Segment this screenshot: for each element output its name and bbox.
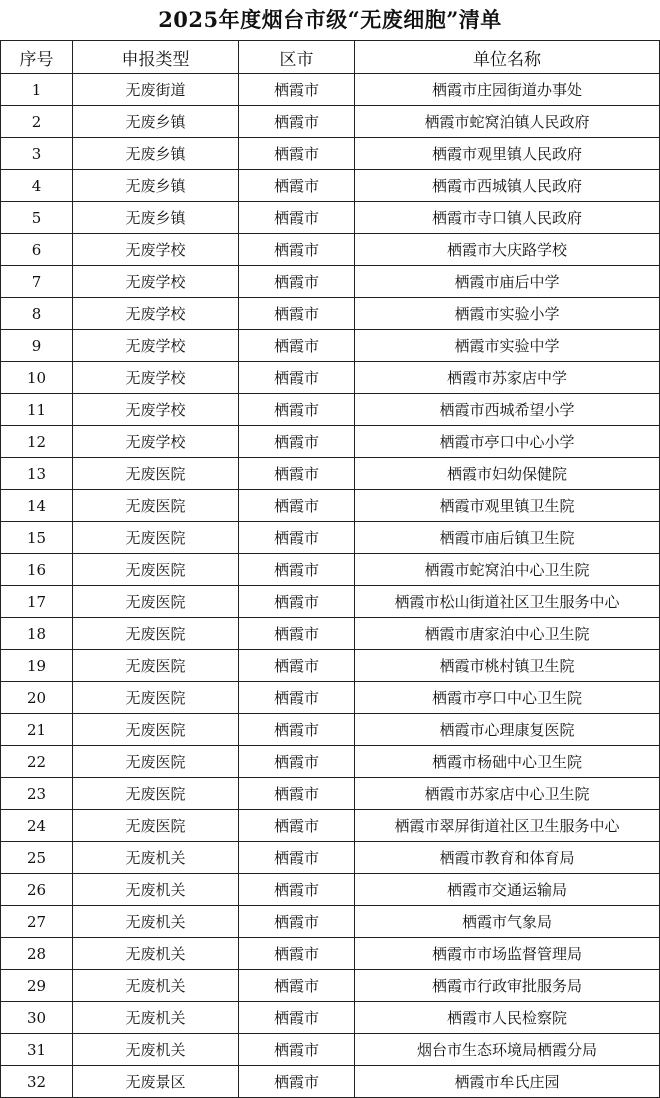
- cell-unit: 栖霞市苏家店中心卫生院: [355, 778, 660, 810]
- cell-index: 24: [1, 810, 73, 842]
- cell-type: 无废乡镇: [73, 138, 239, 170]
- cell-unit: 栖霞市亭口中心小学: [355, 426, 660, 458]
- cell-type: 无废医院: [73, 586, 239, 618]
- table-row: [1, 74, 660, 106]
- cell-type: 无废医院: [73, 810, 239, 842]
- cell-unit: 烟台市生态环境局栖霞分局: [355, 1034, 660, 1066]
- cell-index: 9: [1, 330, 73, 362]
- cell-district: 栖霞市: [239, 810, 355, 842]
- cell-index: 29: [1, 970, 73, 1002]
- cell-district: 栖霞市: [239, 1066, 355, 1098]
- cell-type: 无废乡镇: [73, 170, 239, 202]
- cell-index: 12: [1, 426, 73, 458]
- cell-district: 栖霞市: [239, 682, 355, 714]
- cell-type: 无废机关: [73, 1034, 239, 1066]
- table-row: [1, 746, 660, 778]
- table-row: [1, 874, 660, 906]
- cell-district: 栖霞市: [239, 938, 355, 970]
- cell-unit: 栖霞市牟氏庄园: [355, 1066, 660, 1098]
- header-type: 申报类型: [73, 41, 239, 74]
- cell-unit: 栖霞市人民检察院: [355, 1002, 660, 1034]
- cell-unit: 栖霞市蛇窝泊中心卫生院: [355, 554, 660, 586]
- cell-index: 21: [1, 714, 73, 746]
- table-row: [1, 458, 660, 490]
- header-row: [1, 41, 660, 74]
- cell-type: 无废学校: [73, 362, 239, 394]
- document-title: 2025年度烟台市级“无废细胞”清单: [158, 7, 502, 32]
- cell-unit: 栖霞市实验中学: [355, 330, 660, 362]
- cell-unit: 栖霞市教育和体育局: [355, 842, 660, 874]
- cell-district: 栖霞市: [239, 970, 355, 1002]
- cell-index: 17: [1, 586, 73, 618]
- cell-index: 32: [1, 1066, 73, 1098]
- cell-index: 18: [1, 618, 73, 650]
- header-district: 区市: [239, 41, 355, 74]
- table-row: [1, 618, 660, 650]
- cell-type: 无废学校: [73, 330, 239, 362]
- table-row: [1, 938, 660, 970]
- cell-index: 14: [1, 490, 73, 522]
- cell-type: 无废机关: [73, 1002, 239, 1034]
- cell-index: 10: [1, 362, 73, 394]
- cell-index: 6: [1, 234, 73, 266]
- table-row: [1, 266, 660, 298]
- table-row: [1, 650, 660, 682]
- cell-unit: 栖霞市亭口中心卫生院: [355, 682, 660, 714]
- cell-unit: 栖霞市桃村镇卫生院: [355, 650, 660, 682]
- cell-unit: 栖霞市实验小学: [355, 298, 660, 330]
- cell-unit: 栖霞市妇幼保健院: [355, 458, 660, 490]
- cell-index: 2: [1, 106, 73, 138]
- cell-type: 无废医院: [73, 458, 239, 490]
- cell-type: 无废医院: [73, 618, 239, 650]
- cell-index: 16: [1, 554, 73, 586]
- cell-type: 无废学校: [73, 298, 239, 330]
- cell-index: 23: [1, 778, 73, 810]
- table-body: [1, 74, 660, 1098]
- table-row: [1, 522, 660, 554]
- cell-index: 20: [1, 682, 73, 714]
- table-row: [1, 234, 660, 266]
- cell-district: 栖霞市: [239, 714, 355, 746]
- cell-district: 栖霞市: [239, 586, 355, 618]
- table-row: [1, 1066, 660, 1098]
- cell-type: 无废医院: [73, 554, 239, 586]
- cell-index: 22: [1, 746, 73, 778]
- cell-unit: 栖霞市翠屏街道社区卫生服务中心: [355, 810, 660, 842]
- cell-type: 无废机关: [73, 970, 239, 1002]
- cell-type: 无废乡镇: [73, 202, 239, 234]
- cell-index: 19: [1, 650, 73, 682]
- cell-index: 25: [1, 842, 73, 874]
- cell-type: 无废学校: [73, 234, 239, 266]
- table-row: [1, 330, 660, 362]
- cell-district: 栖霞市: [239, 234, 355, 266]
- table-row: [1, 394, 660, 426]
- cell-unit: 栖霞市大庆路学校: [355, 234, 660, 266]
- header-index: 序号: [1, 41, 73, 74]
- table-row: [1, 714, 660, 746]
- table-row: [1, 682, 660, 714]
- cell-district: 栖霞市: [239, 490, 355, 522]
- cell-unit: 栖霞市唐家泊中心卫生院: [355, 618, 660, 650]
- cell-unit: 栖霞市蛇窝泊镇人民政府: [355, 106, 660, 138]
- table-row: [1, 778, 660, 810]
- cell-district: 栖霞市: [239, 202, 355, 234]
- cell-type: 无废机关: [73, 906, 239, 938]
- cell-index: 15: [1, 522, 73, 554]
- cell-district: 栖霞市: [239, 458, 355, 490]
- cell-index: 28: [1, 938, 73, 970]
- cell-district: 栖霞市: [239, 1002, 355, 1034]
- cell-index: 31: [1, 1034, 73, 1066]
- cell-type: 无废学校: [73, 394, 239, 426]
- cell-unit: 栖霞市庄园街道办事处: [355, 74, 660, 106]
- table-row: [1, 362, 660, 394]
- cell-index: 1: [1, 74, 73, 106]
- cell-type: 无废医院: [73, 490, 239, 522]
- table-row: [1, 586, 660, 618]
- cell-index: 27: [1, 906, 73, 938]
- header-unit: 单位名称: [355, 41, 660, 74]
- cell-type: 无废乡镇: [73, 106, 239, 138]
- cell-type: 无废医院: [73, 682, 239, 714]
- cell-index: 8: [1, 298, 73, 330]
- cell-unit: 栖霞市西城镇人民政府: [355, 170, 660, 202]
- cell-index: 26: [1, 874, 73, 906]
- cell-type: 无废街道: [73, 74, 239, 106]
- table-row: [1, 1002, 660, 1034]
- cell-type: 无废景区: [73, 1066, 239, 1098]
- table-row: [1, 906, 660, 938]
- cell-type: 无废机关: [73, 938, 239, 970]
- cell-type: 无废机关: [73, 874, 239, 906]
- cell-unit: 栖霞市气象局: [355, 906, 660, 938]
- table-row: [1, 138, 660, 170]
- cell-district: 栖霞市: [239, 138, 355, 170]
- cell-unit: 栖霞市西城希望小学: [355, 394, 660, 426]
- cell-district: 栖霞市: [239, 74, 355, 106]
- cell-index: 5: [1, 202, 73, 234]
- table-row: [1, 490, 660, 522]
- cell-district: 栖霞市: [239, 778, 355, 810]
- cell-type: 无废机关: [73, 842, 239, 874]
- cell-unit: 栖霞市观里镇卫生院: [355, 490, 660, 522]
- cell-district: 栖霞市: [239, 874, 355, 906]
- cell-district: 栖霞市: [239, 394, 355, 426]
- cell-district: 栖霞市: [239, 1034, 355, 1066]
- cell-unit: 栖霞市心理康复医院: [355, 714, 660, 746]
- cell-unit: 栖霞市寺口镇人民政府: [355, 202, 660, 234]
- table-row: [1, 298, 660, 330]
- cell-index: 3: [1, 138, 73, 170]
- cell-type: 无废医院: [73, 714, 239, 746]
- cell-type: 无废医院: [73, 778, 239, 810]
- cell-unit: 栖霞市苏家店中学: [355, 362, 660, 394]
- table-row: [1, 810, 660, 842]
- cell-district: 栖霞市: [239, 426, 355, 458]
- cell-type: 无废医院: [73, 746, 239, 778]
- table-row: [1, 170, 660, 202]
- cell-district: 栖霞市: [239, 842, 355, 874]
- table-row: [1, 426, 660, 458]
- unit-list-table: [0, 40, 660, 1098]
- cell-district: 栖霞市: [239, 298, 355, 330]
- table-row: [1, 970, 660, 1002]
- cell-type: 无废学校: [73, 266, 239, 298]
- cell-district: 栖霞市: [239, 330, 355, 362]
- cell-type: 无废医院: [73, 650, 239, 682]
- cell-unit: 栖霞市交通运输局: [355, 874, 660, 906]
- cell-type: 无废学校: [73, 426, 239, 458]
- cell-unit: 栖霞市观里镇人民政府: [355, 138, 660, 170]
- cell-unit: 栖霞市庙后中学: [355, 266, 660, 298]
- cell-district: 栖霞市: [239, 362, 355, 394]
- cell-district: 栖霞市: [239, 170, 355, 202]
- cell-unit: 栖霞市市场监督管理局: [355, 938, 660, 970]
- cell-district: 栖霞市: [239, 906, 355, 938]
- cell-type: 无废医院: [73, 522, 239, 554]
- cell-district: 栖霞市: [239, 554, 355, 586]
- cell-district: 栖霞市: [239, 522, 355, 554]
- cell-unit: 栖霞市行政审批服务局: [355, 970, 660, 1002]
- cell-district: 栖霞市: [239, 266, 355, 298]
- table-row: [1, 106, 660, 138]
- cell-index: 4: [1, 170, 73, 202]
- cell-district: 栖霞市: [239, 106, 355, 138]
- cell-index: 11: [1, 394, 73, 426]
- cell-index: 30: [1, 1002, 73, 1034]
- table-header: [1, 41, 660, 74]
- cell-district: 栖霞市: [239, 746, 355, 778]
- cell-unit: 栖霞市杨础中心卫生院: [355, 746, 660, 778]
- cell-district: 栖霞市: [239, 650, 355, 682]
- cell-unit: 栖霞市松山街道社区卫生服务中心: [355, 586, 660, 618]
- cell-unit: 栖霞市庙后镇卫生院: [355, 522, 660, 554]
- table-row: [1, 842, 660, 874]
- table-row: [1, 554, 660, 586]
- cell-index: 13: [1, 458, 73, 490]
- table-row: [1, 1034, 660, 1066]
- table-row: [1, 202, 660, 234]
- cell-index: 7: [1, 266, 73, 298]
- cell-district: 栖霞市: [239, 618, 355, 650]
